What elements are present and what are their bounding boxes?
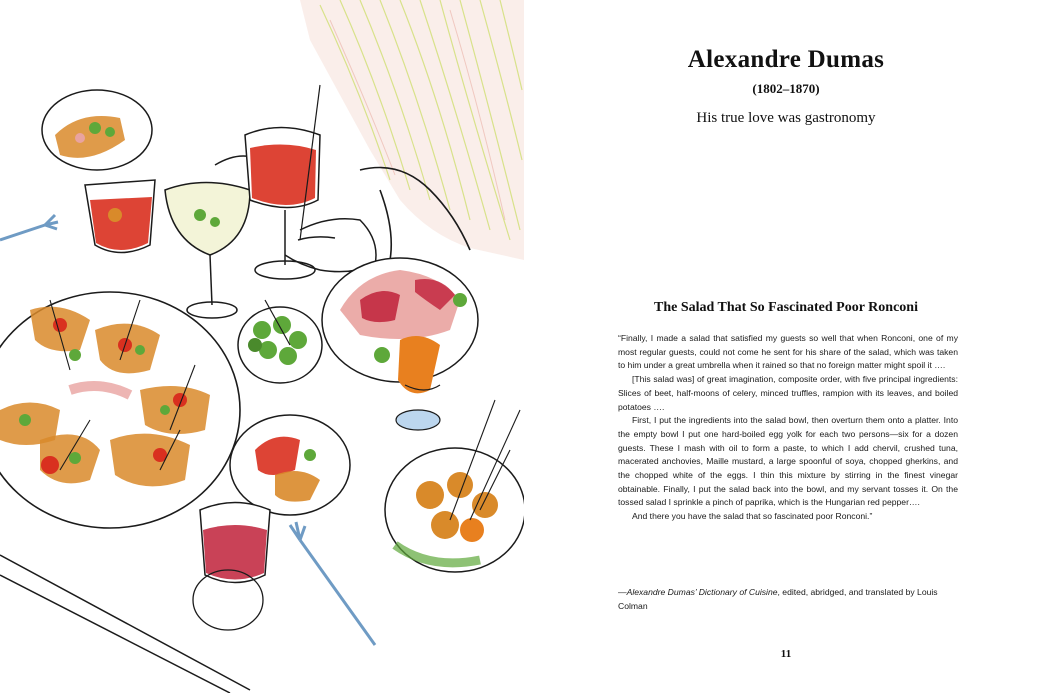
quote-paragraph: [This salad was] of great imagination, composite order, with five principal ingredients: Slices of beet, half-moons of celery, minced truffles, rampion with its leaves, and boiled potatoes …. (618, 374, 958, 412)
recipe-quote (618, 332, 958, 524)
platter-toasts (0, 292, 240, 528)
glass-red-drink-left (85, 180, 155, 253)
author-name: Alexandre Dumas (687, 46, 885, 73)
fork-left (0, 215, 58, 240)
plate-charcuterie (322, 258, 478, 430)
citation-dash: — (618, 587, 627, 597)
recipe-title: The Salad That So Fascinated Poor Ronconi (654, 300, 918, 315)
fork-bottom (290, 522, 375, 645)
author-tagline: His true love was gastronomy (696, 110, 876, 126)
citation-title: Alexandre Dumas’ Dictionary of Cuisine (626, 587, 778, 597)
small-plate-top-left (42, 90, 152, 170)
author-dates: (1802–1870) (752, 81, 820, 96)
glass-red-drink-bottom (193, 503, 270, 631)
sleeve-drawing (300, 0, 524, 285)
text-page (524, 0, 1048, 693)
quote-paragraph: First, I put the ingredients into the salad bowl, then overturn them onto a platter. Into the empty bowl I put one hard-boiled egg yolk for each two persons—six for a dozen guests. These I mash with oil to form a paste, to which I add chervil, crushed tuna, macerated anchovies, Maille mustard, a large spoonful of soya, chopped gherkins, and the chopped white of the eggs. I thin this mixture by stirring in the finest vinegar obtainable. Finally, I put the salad back into the bowl, and my servant tosses it. On the tossed salad I sprinkle a pinch of paprika, which is the Hungarian red pepper…. (618, 415, 958, 508)
plate-tomato (230, 415, 350, 515)
quote-paragraph: “Finally, I made a salad that satisfied my guests so well that when Ronconi, one of my most regular guests, could not come he sent for his share of the salad, which was taken to him under a great umbrella when it rained so that no foreign matter might spoil it …. (618, 333, 958, 371)
glass-red-wine-tall (245, 85, 320, 279)
page-number: 11 (780, 648, 792, 660)
citation (618, 586, 958, 613)
quote-paragraph: And there you have the salad that so fascinated poor Ronconi.” (632, 511, 873, 522)
citation-credit: , edited, abridged, and translated by Louis Colman (618, 587, 938, 611)
glass-white-wine (165, 183, 250, 319)
bowl-olives (238, 300, 322, 383)
